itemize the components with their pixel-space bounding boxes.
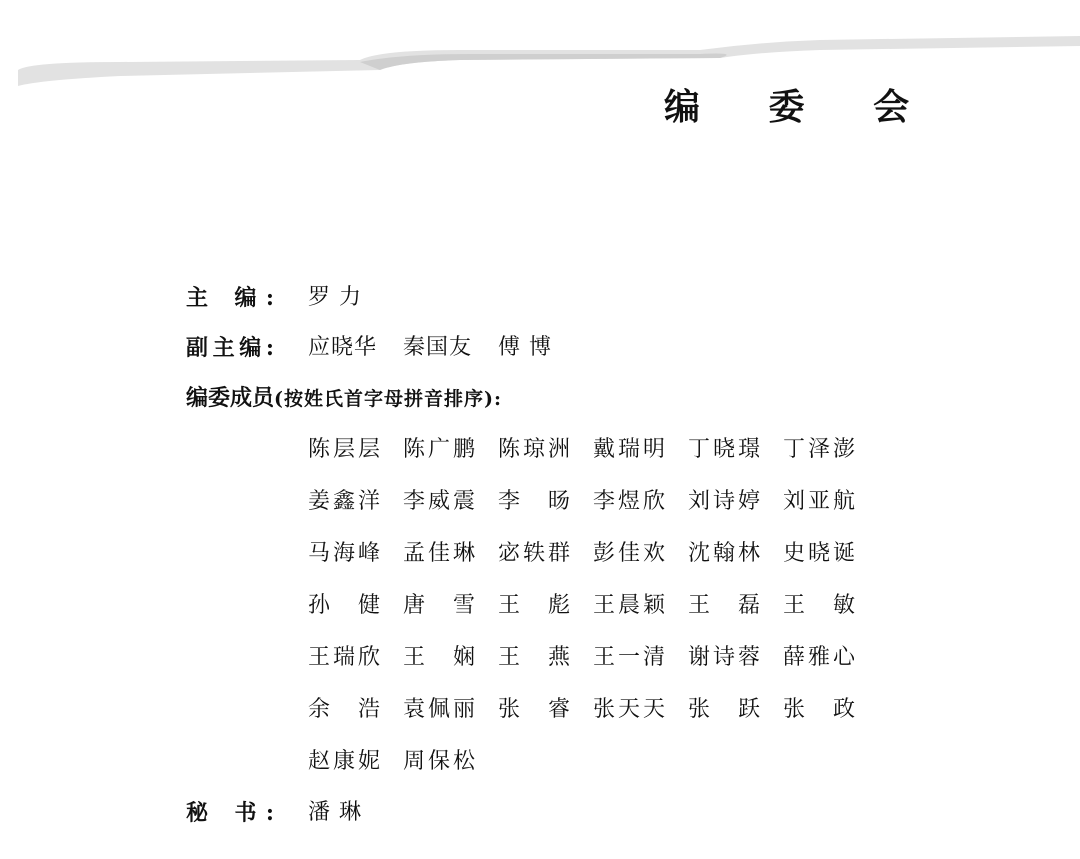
member-name: 唐 雪: [403, 593, 475, 618]
member-name: 王 娴: [403, 645, 475, 670]
member-name: 谢诗蓉: [688, 645, 760, 670]
member-name: 张 睿: [498, 697, 570, 722]
chief-editor-names: [308, 283, 403, 313]
member-name: 姜鑫洋: [308, 489, 380, 514]
member-name: 王晨颖: [593, 593, 665, 618]
deputy-editor-names: [308, 333, 593, 363]
members-heading: [186, 383, 502, 413]
member-name: 张 跃: [688, 697, 760, 722]
member-name: 戴瑞明: [593, 437, 665, 462]
deputy-editor-name: 应晓华: [308, 335, 378, 360]
member-name: 史晓诞: [783, 541, 855, 566]
member-name: 孙 健: [308, 593, 380, 618]
members-list: [308, 435, 908, 777]
secretary-name: 潘 琳: [308, 800, 362, 825]
member-name: 周保松: [403, 749, 475, 774]
member-name: 王 彪: [498, 593, 570, 618]
secretary-label: 秘 书:: [186, 800, 274, 826]
member-name: 宓轶群: [498, 541, 570, 566]
deputy-editor-label: 副主编:: [186, 335, 274, 361]
member-name: 彭佳欢: [593, 541, 665, 566]
member-name: 陈广鹏: [403, 437, 475, 462]
member-name: 刘亚航: [783, 489, 855, 514]
member-name: 王一清: [593, 645, 665, 670]
members-label: 编委成员: [186, 385, 275, 411]
chief-editor-name: 罗 力: [308, 285, 362, 310]
member-name: 王 磊: [688, 593, 760, 618]
secretary-names: [308, 798, 403, 828]
member-name: 李威震: [403, 489, 475, 514]
page-title: 编 委 会: [664, 86, 938, 128]
chief-editor-label: 主 编:: [186, 285, 274, 311]
member-name: 王 敏: [783, 593, 855, 618]
member-name: 马海峰: [308, 541, 380, 566]
member-name: 丁泽澎: [783, 437, 855, 462]
member-name: 余 浩: [308, 697, 380, 722]
member-name: 刘诗婷: [688, 489, 760, 514]
member-name: 李煜欣: [593, 489, 665, 514]
member-name: 丁晓璟: [688, 437, 760, 462]
member-name: 赵康妮: [308, 749, 380, 774]
member-name: 王 燕: [498, 645, 570, 670]
member-name: 张 政: [783, 697, 855, 722]
member-name: 张天天: [593, 697, 665, 722]
member-name: 袁佩丽: [403, 697, 475, 722]
deputy-editor-name: 傅 博: [498, 335, 552, 360]
deputy-editor-name: 秦国友: [403, 335, 473, 360]
member-name: 孟佳琳: [403, 541, 475, 566]
member-name: 陈层层: [308, 437, 380, 462]
members-sort-note: (按姓氏首字母拼音排序):: [274, 388, 503, 410]
member-name: 薛雅心: [783, 645, 855, 670]
member-name: 沈翰林: [688, 541, 760, 566]
member-name: 陈琼洲: [498, 437, 570, 462]
member-name: 王瑞欣: [308, 645, 380, 670]
member-name: 李 旸: [498, 489, 570, 514]
